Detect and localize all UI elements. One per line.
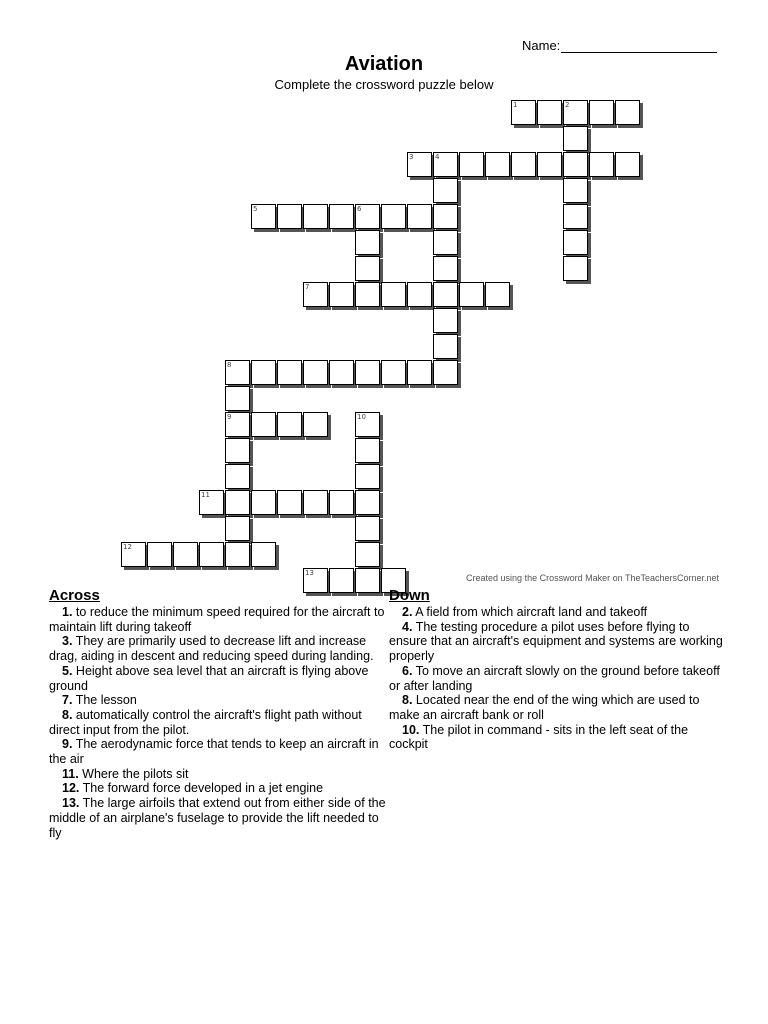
crossword-cell[interactable] [407, 282, 432, 307]
clue-num: 7. [62, 693, 73, 708]
crossword-cell[interactable] [355, 464, 380, 489]
crossword-cell[interactable] [485, 152, 510, 177]
crossword-cell[interactable] [563, 230, 588, 255]
crossword-cell[interactable] [589, 100, 614, 125]
down-clues [389, 587, 729, 752]
clue-text: The large airfoils that extend out from either side of the middle of an airplane's fuselage to provide the lift needed to fly [49, 796, 386, 840]
crossword-cell[interactable] [355, 230, 380, 255]
crossword-cell[interactable] [277, 204, 302, 229]
across-clue [49, 693, 389, 708]
crossword-cell[interactable] [459, 282, 484, 307]
crossword-cell[interactable] [615, 100, 640, 125]
clue-number: 12 [123, 543, 132, 551]
clue-number: 1 [513, 101, 518, 109]
crossword-cell[interactable] [433, 178, 458, 203]
clue-number: 13 [305, 569, 314, 577]
crossword-cell[interactable] [355, 256, 380, 281]
crossword-cell[interactable] [433, 308, 458, 333]
crossword-cell[interactable] [251, 360, 276, 385]
crossword-cell[interactable] [537, 100, 562, 125]
clue-number: 2 [565, 101, 570, 109]
clue-num: 8. [402, 693, 413, 708]
crossword-cell[interactable] [433, 256, 458, 281]
crossword-cell[interactable] [199, 542, 224, 567]
crossword-cell[interactable] [459, 152, 484, 177]
crossword-cell[interactable] [407, 360, 432, 385]
clue-text: automatically control the aircraft's flight path without direct input from the pilot. [49, 707, 362, 737]
crossword-cell[interactable] [173, 542, 198, 567]
credit-line: Created using the Crossword Maker on TheTeachersCorner.net [466, 573, 719, 583]
crossword-cell[interactable] [303, 412, 328, 437]
clue-number: 4 [435, 153, 440, 161]
clue-num: 4. [402, 619, 413, 634]
clue-number: 7 [305, 283, 310, 291]
crossword-cell[interactable] [329, 204, 354, 229]
crossword-cell[interactable] [277, 412, 302, 437]
crossword-cell[interactable] [433, 152, 458, 177]
crossword-cell[interactable] [225, 490, 250, 515]
clue-num: 1. [62, 605, 73, 619]
crossword-cell[interactable] [277, 360, 302, 385]
down-clue [389, 723, 729, 752]
crossword-cell[interactable] [355, 360, 380, 385]
clue-number: 10 [357, 413, 366, 421]
clue-text: Height above sea level that an aircraft is flying above ground [49, 663, 369, 693]
crossword-cell[interactable] [251, 412, 276, 437]
clue-num: 2. [402, 605, 413, 619]
crossword-cell[interactable] [485, 282, 510, 307]
crossword-cell[interactable] [563, 100, 588, 125]
crossword-cell[interactable] [407, 152, 432, 177]
page-subtitle: Complete the crossword puzzle below [274, 77, 494, 92]
crossword-cell[interactable] [225, 464, 250, 489]
clue-num: 13. [62, 796, 80, 811]
crossword-cell[interactable] [329, 490, 354, 515]
page-title: Aviation [344, 53, 424, 75]
crossword-cell[interactable] [433, 230, 458, 255]
crossword-cell[interactable] [225, 516, 250, 541]
across-clue [49, 664, 389, 693]
crossword-cell[interactable] [355, 412, 380, 437]
clue-num: 6. [402, 663, 413, 678]
crossword-cell[interactable] [563, 126, 588, 151]
crossword-cell[interactable] [511, 152, 536, 177]
down-clue [389, 693, 729, 722]
clue-num: 9. [62, 737, 73, 752]
clue-text: The forward force developed in a jet engine [82, 781, 324, 796]
clue-text: The aerodynamic force that tends to keep an aircraft in the air [49, 737, 379, 767]
crossword-cell[interactable] [303, 360, 328, 385]
crossword-cell[interactable] [303, 282, 328, 307]
crossword-cell[interactable] [225, 438, 250, 463]
crossword-cell[interactable] [251, 204, 276, 229]
clue-text: to reduce the minimum speed required for the aircraft to maintain lift during takeoff [49, 605, 385, 634]
clue-number: 3 [409, 153, 414, 161]
clue-num: 11. [62, 766, 79, 781]
clue-number: 5 [253, 205, 258, 213]
crossword-cell[interactable] [225, 542, 250, 567]
crossword-cell[interactable] [251, 542, 276, 567]
crossword-cell[interactable] [355, 542, 380, 567]
clue-number: 6 [357, 205, 362, 213]
across-clue [49, 781, 389, 796]
crossword-cell[interactable] [355, 282, 380, 307]
across-heading: Across [49, 587, 100, 604]
clue-text: Where the pilots sit [82, 766, 189, 781]
crossword-cell[interactable] [355, 204, 380, 229]
clue-text: The pilot in command - sits in the left seat of the cockpit [389, 722, 689, 752]
crossword-cell[interactable] [225, 386, 250, 411]
crossword-cell[interactable] [251, 490, 276, 515]
crossword-cell[interactable] [329, 360, 354, 385]
crossword-cell[interactable] [147, 542, 172, 567]
across-clue [49, 796, 389, 840]
across-clue [49, 605, 389, 634]
crossword-cell[interactable] [303, 490, 328, 515]
crossword-cell[interactable] [121, 542, 146, 567]
crossword-cell[interactable] [511, 100, 536, 125]
clue-text: To move an aircraft slowly on the ground before takeoff or after landing [389, 663, 720, 693]
clue-number: 9 [227, 413, 232, 421]
down-heading: Down [389, 587, 430, 604]
crossword-cell[interactable] [303, 204, 328, 229]
crossword-cell[interactable] [563, 204, 588, 229]
across-clues [49, 587, 389, 840]
crossword-cell[interactable] [433, 282, 458, 307]
crossword-cell[interactable] [433, 204, 458, 229]
crossword-cell[interactable] [355, 490, 380, 515]
clue-text: A field from which aircraft land and takeoff [415, 605, 648, 619]
crossword-cell[interactable] [537, 152, 562, 177]
crossword-cell[interactable] [355, 516, 380, 541]
across-clue [49, 708, 389, 737]
crossword-cell[interactable] [563, 178, 588, 203]
crossword-cell[interactable] [433, 360, 458, 385]
crossword-cell[interactable] [355, 438, 380, 463]
clue-text: They are primarily used to decrease lift and increase drag, aiding in descent and reducing speed during landing. [49, 634, 374, 664]
crossword-cell[interactable] [199, 490, 224, 515]
crossword-cell[interactable] [589, 152, 614, 177]
name-label: Name: [522, 38, 561, 53]
crossword-cell[interactable] [277, 490, 302, 515]
crossword-cell[interactable] [563, 152, 588, 177]
crossword-cell[interactable] [225, 412, 250, 437]
crossword-cell[interactable] [563, 256, 588, 281]
crossword-cell[interactable] [615, 152, 640, 177]
clue-text: The lesson [75, 693, 137, 708]
crossword-cell[interactable] [381, 204, 406, 229]
crossword-cell[interactable] [381, 282, 406, 307]
crossword-cell[interactable] [407, 204, 432, 229]
clue-number: 11 [201, 491, 210, 499]
down-clue [389, 664, 729, 693]
across-clue [49, 767, 389, 782]
crossword-cell[interactable] [381, 360, 406, 385]
crossword-cell[interactable] [433, 334, 458, 359]
down-clue [389, 605, 729, 620]
clue-num: 10. [402, 722, 420, 737]
crossword-cell[interactable] [225, 360, 250, 385]
clue-num: 5. [62, 663, 73, 678]
clue-num: 3. [62, 634, 73, 649]
down-clue [389, 620, 729, 664]
clue-num: 8. [62, 707, 73, 722]
clue-num: 12. [62, 781, 80, 796]
clue-text: The testing procedure a pilot uses before flying to ensure that an aircraft's equipment and systems are working properly [389, 619, 723, 664]
across-clue [49, 737, 389, 766]
clue-number: 8 [227, 361, 232, 369]
clue-text: Located near the end of the wing which are used to make an aircraft bank or roll [389, 693, 700, 722]
crossword-cell[interactable] [329, 282, 354, 307]
across-clue [49, 634, 389, 663]
